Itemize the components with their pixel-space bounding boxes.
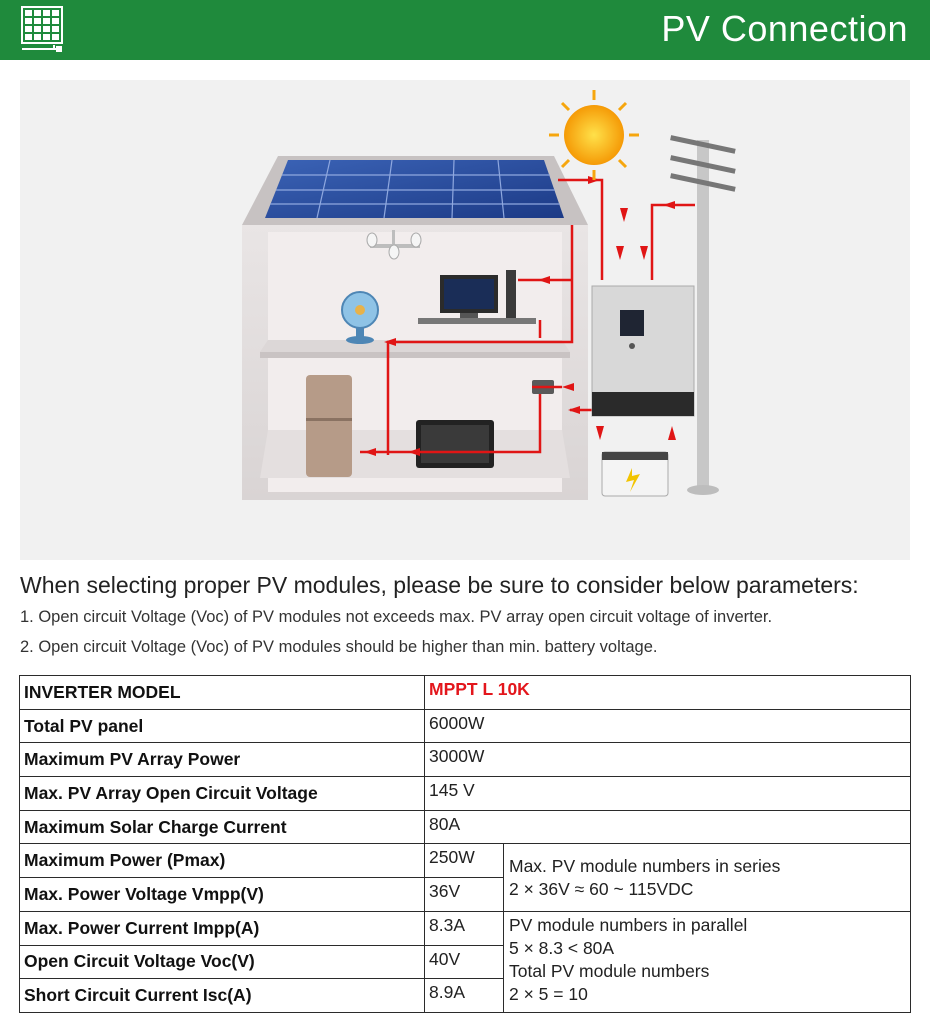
row-value: 8.9A: [425, 979, 504, 1013]
table-row: [20, 844, 911, 878]
parallel-note-line: 2 × 5 = 10: [509, 983, 588, 1004]
parallel-note-line: PV module numbers in parallel: [509, 914, 748, 935]
table-row: [20, 810, 911, 844]
intro-heading: When selecting proper PV modules, please be sure to consider below parameters:: [20, 572, 859, 598]
row-value: 3000W: [425, 743, 911, 777]
row-label: Max. PV Array Open Circuit Voltage: [20, 777, 425, 811]
table-row: [20, 777, 911, 811]
spec-table: [19, 675, 911, 1013]
note-voc-max: 1. Open circuit Voltage (Voc) of PV modules not exceeds max. PV array open circuit voltage of inverter.: [20, 608, 773, 626]
table-row: [20, 743, 911, 777]
row-label: Maximum Solar Charge Current: [20, 810, 425, 844]
pv-system-illustration: [20, 80, 910, 560]
table-row: [20, 911, 911, 945]
row-value: 80A: [425, 810, 911, 844]
series-note: [504, 844, 911, 911]
row-value: MPPT L 10K: [425, 676, 911, 710]
row-label: Maximum PV Array Power: [20, 743, 425, 777]
row-value: 250W: [425, 844, 504, 878]
parallel-note-line: Total PV module numbers: [509, 960, 710, 981]
row-value: 6000W: [425, 709, 911, 743]
page-title: PV Connection: [661, 8, 908, 49]
row-label: Total PV panel: [20, 709, 425, 743]
header-bar: [0, 0, 930, 60]
table-row: [20, 676, 911, 710]
row-label: Short Circuit Current Isc(A): [20, 979, 425, 1013]
row-value: 36V: [425, 878, 504, 912]
row-value: 8.3A: [425, 911, 504, 945]
battery: [602, 452, 668, 496]
inverter-unit: [592, 286, 694, 416]
solar-panel-icon: [18, 5, 66, 55]
parallel-note: [504, 911, 911, 1012]
parallel-note-line: 5 × 8.3 < 80A: [509, 937, 615, 958]
sun-icon: [549, 90, 639, 180]
table-row: [20, 709, 911, 743]
solar-panel: [265, 160, 564, 218]
row-value: 145 V: [425, 777, 911, 811]
row-label: Max. Power Voltage Vmpp(V): [20, 878, 425, 912]
row-label: Maximum Power (Pmax): [20, 844, 425, 878]
row-value: 40V: [425, 945, 504, 979]
row-label: Max. Power Current Impp(A): [20, 911, 425, 945]
row-label: INVERTER MODEL: [20, 676, 425, 710]
series-note-line: Max. PV module numbers in series: [509, 856, 781, 877]
row-label: Open Circuit Voltage Voc(V): [20, 945, 425, 979]
series-note-line: 2 × 36V ≈ 60 ~ 115VDC: [509, 879, 694, 900]
note-voc-min: 2. Open circuit Voltage (Voc) of PV modules should be higher than min. battery voltage.: [20, 638, 658, 656]
